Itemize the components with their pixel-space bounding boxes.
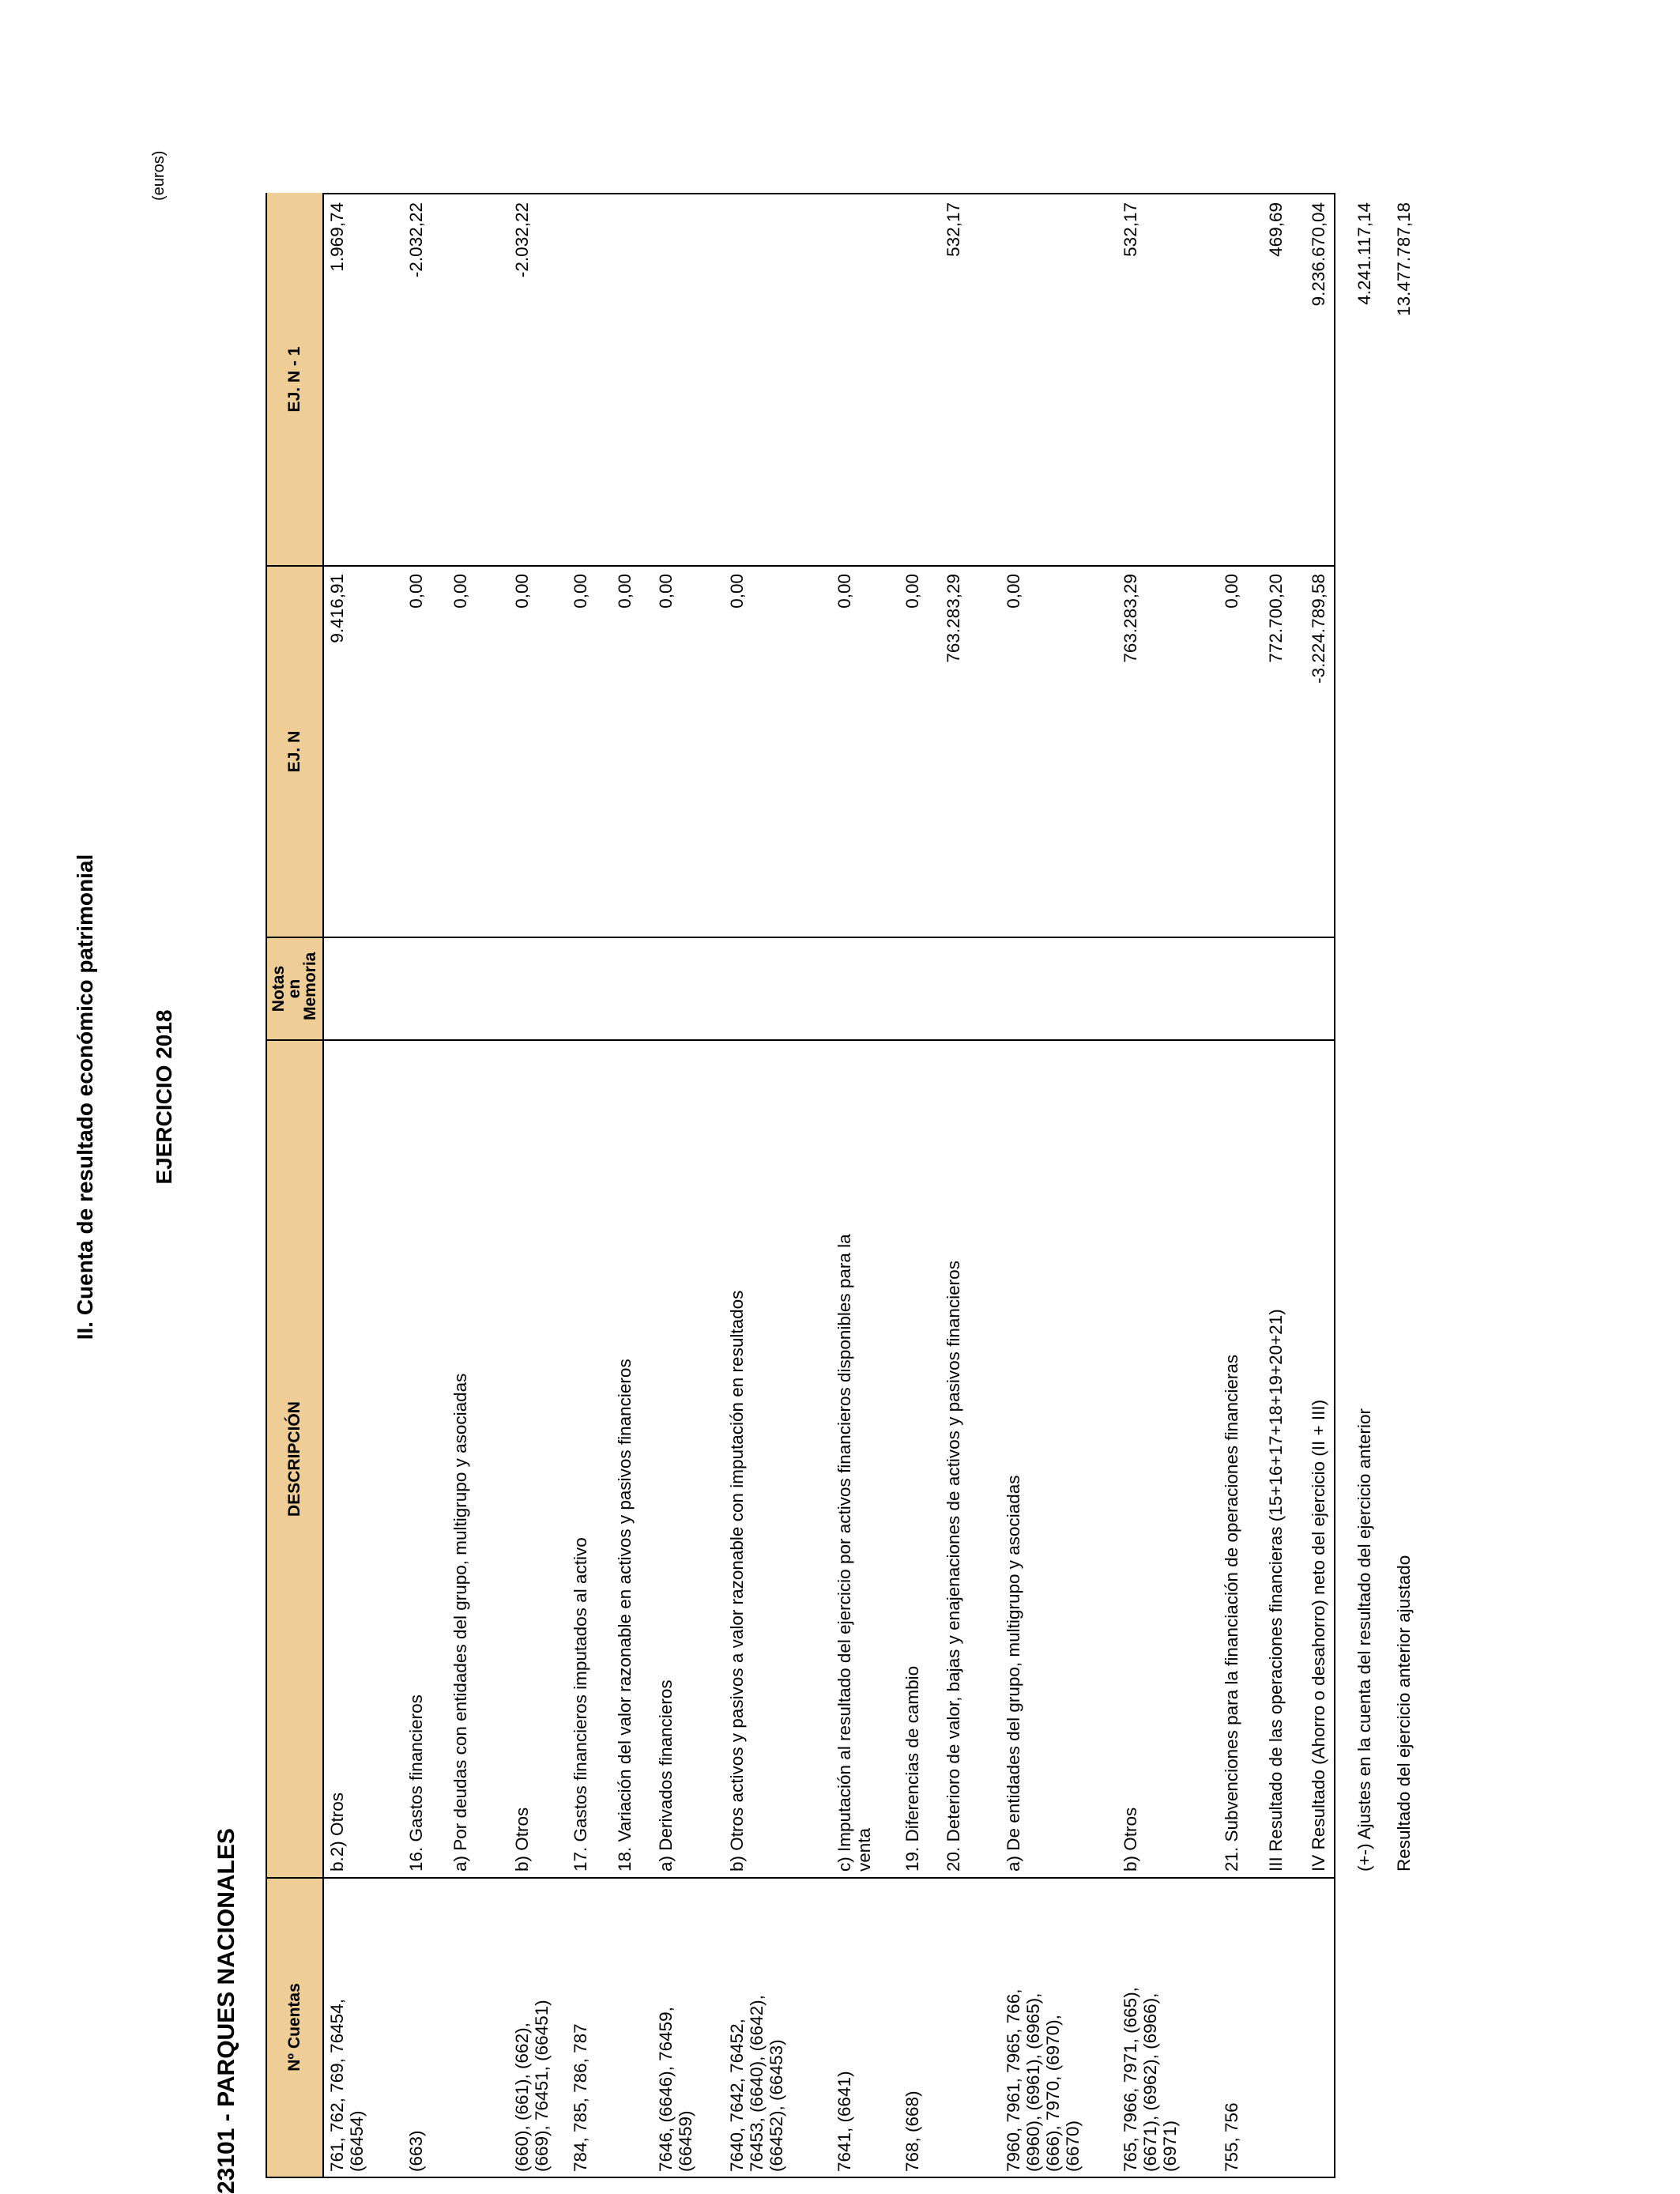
value-ej-n1: 4.241.117,14	[1354, 202, 1374, 305]
row-description	[1266, 1309, 1286, 1872]
row-accounts-line: (6671), (6962), (6966),	[1140, 1992, 1160, 2172]
row-accounts-line: 7960, 7961, 7965, 766,	[1004, 1989, 1023, 2172]
column-divider	[267, 937, 1334, 938]
value-ej-n1: 532,17	[944, 202, 963, 257]
row-accounts	[406, 2130, 426, 2172]
value-ej-n: 0,00	[727, 574, 747, 609]
row-description-line: III Resultado de las operaciones financieras (15+16+17+18+19+20+21)	[1266, 1309, 1286, 1872]
row-accounts-line: (66452), (66453)	[767, 2039, 786, 2172]
row-accounts	[1121, 1987, 1180, 2172]
value-ej-n1: 532,17	[1121, 202, 1140, 257]
row-description-line: 17. Gastos financieros imputados al activo	[571, 1537, 590, 1872]
row-description	[727, 1291, 747, 1872]
value-ej-n1: 13.477.787,18	[1394, 202, 1414, 316]
row-description	[944, 1261, 963, 1872]
column-header-accounts: Nº Cuentas	[267, 1878, 322, 2177]
value-ej-n: 763.283,29	[1121, 574, 1140, 663]
row-description-line: 21. Subvenciones para la financiación de operaciones financieras	[1222, 1354, 1241, 1872]
row-accounts-line: (6971)	[1160, 2120, 1180, 2172]
row-accounts-line: 76453, (6640), (6642),	[747, 1995, 767, 2172]
row-accounts	[327, 1999, 367, 2172]
row-description-line: a) Por deudas con entidades del grupo, multigrupo y asociadas	[450, 1373, 470, 1872]
row-accounts	[1004, 1989, 1083, 2172]
value-ej-n: 0,00	[406, 574, 426, 609]
row-description	[1222, 1355, 1241, 1872]
row-description-line: (+-) Ajustes en la cuenta del resultado del ejercicio anterior	[1354, 1408, 1374, 1872]
column-header-ej-n1: EJ. N - 1	[267, 193, 322, 566]
results-table	[266, 193, 1414, 2178]
value-ej-n: 9.416,91	[327, 574, 347, 643]
row-accounts-line: (660), (661), (662),	[512, 2022, 532, 2172]
value-ej-n1: -2.032,22	[512, 202, 532, 278]
row-accounts-line: 768, (668)	[902, 2090, 922, 2172]
value-ej-n: 0,00	[571, 574, 590, 609]
row-description	[571, 1537, 590, 1872]
value-ej-n: 0,00	[615, 574, 635, 609]
column-header-notes: Notas en Memoria	[267, 937, 322, 1040]
row-description	[1309, 1400, 1328, 1872]
row-description	[834, 1234, 874, 1872]
row-accounts-line: 7640, 7642, 76452,	[727, 2019, 747, 2172]
value-ej-n: 772.700,20	[1266, 574, 1286, 663]
row-description	[1121, 1808, 1140, 1872]
row-accounts-line: 784, 785, 786, 787	[571, 2023, 590, 2172]
row-accounts-line: (66459)	[676, 2110, 695, 2172]
value-ej-n1: 1.969,74	[327, 202, 347, 272]
row-description	[615, 1359, 635, 1872]
value-ej-n1: -2.032,22	[406, 202, 426, 278]
row-description-line: b) Otros	[1121, 1807, 1140, 1872]
row-accounts	[727, 1995, 786, 2172]
value-ej-n1: 9.236.670,04	[1309, 202, 1328, 307]
row-accounts-line: 765, 7966, 7971, (665),	[1121, 1987, 1140, 2172]
row-accounts-line: (66454)	[347, 2110, 367, 2172]
row-description	[512, 1808, 532, 1872]
fiscal-year-title: EJERCICIO 2018	[152, 1009, 176, 1185]
row-description-line: b) Otros activos y pasivos a valor razonable con imputación en resultados	[727, 1290, 747, 1872]
row-description	[1394, 1555, 1414, 1872]
row-description-line: 16. Gastos financieros	[406, 1695, 426, 1872]
column-divider	[267, 565, 1334, 567]
row-accounts	[1222, 2102, 1241, 2172]
row-description-line: b.2) Otros	[327, 1792, 347, 1872]
value-ej-n: 0,00	[902, 574, 922, 609]
value-ej-n: 0,00	[834, 574, 854, 609]
row-accounts-line: 761, 762, 769, 76454,	[327, 1999, 347, 2172]
row-description-line: b) Otros	[512, 1807, 532, 1872]
column-divider	[267, 1039, 1334, 1041]
entity-name: 23101 - PARQUES NACIONALES	[213, 1828, 239, 2194]
value-ej-n: 0,00	[512, 574, 532, 609]
row-description-line: c) Imputación al resultado del ejercicio por activos financieros disponibles para la	[834, 1234, 854, 1872]
row-accounts-line: (6670)	[1063, 2120, 1083, 2172]
currency-unit: (euros)	[150, 150, 168, 201]
row-description-line: a) Derivados financieros	[656, 1679, 676, 1872]
row-accounts-line: (669), 76451, (66451)	[532, 2000, 552, 2172]
column-header-description: DESCRIPCIÓN	[267, 1040, 322, 1878]
column-header-ej-n: EJ. N	[267, 566, 322, 937]
header-rule	[322, 194, 324, 2177]
row-description-line: 19. Diferencias de cambio	[902, 1665, 922, 1872]
row-accounts-line: (6960), (6961), (6965),	[1023, 1992, 1043, 2172]
row-accounts	[512, 2000, 552, 2172]
row-accounts	[834, 2071, 854, 2172]
row-accounts-line: 7641, (6641)	[834, 2071, 854, 2172]
row-accounts-line: 7646, (6646), 76459,	[656, 2007, 676, 2172]
row-accounts	[571, 2023, 590, 2172]
row-description-line: 20. Deterioro de valor, bajas y enajenaciones de activos y pasivos financieros	[944, 1261, 963, 1872]
row-accounts-line: (663)	[406, 2130, 426, 2172]
value-ej-n: 0,00	[1222, 574, 1241, 609]
row-description-line: IV Resultado (Ahorro o desahorro) neto del ejercicio (II + III)	[1309, 1399, 1328, 1872]
row-description	[406, 1695, 426, 1872]
value-ej-n1: 469,69	[1266, 202, 1286, 257]
row-description-line: a) De entidades del grupo, multigrupo y asociadas	[1004, 1475, 1023, 1872]
row-description	[1004, 1475, 1023, 1872]
row-description	[450, 1374, 470, 1872]
value-ej-n: 0,00	[450, 574, 470, 609]
row-accounts	[656, 2007, 695, 2172]
row-accounts-line: 755, 756	[1222, 2102, 1241, 2172]
report-title: II. Cuenta de resultado económico patrimonial	[73, 854, 97, 1340]
row-description-line: venta	[854, 1827, 874, 1872]
row-description-line: Resultado del ejercicio anterior ajustado	[1394, 1555, 1414, 1872]
value-ej-n: 0,00	[1004, 574, 1023, 609]
value-ej-n: 763.283,29	[944, 574, 963, 663]
row-accounts-line: (666), 7970, (6970),	[1043, 2015, 1063, 2172]
row-description	[656, 1679, 676, 1872]
row-description	[902, 1666, 922, 1872]
row-description	[1354, 1408, 1374, 1872]
column-divider	[267, 1877, 1334, 1879]
value-ej-n: -3.224.789,58	[1309, 574, 1328, 684]
value-ej-n: 0,00	[656, 574, 676, 609]
row-description-line: 18. Variación del valor razonable en activos y pasivos financieros	[615, 1359, 635, 1872]
row-description	[327, 1793, 347, 1872]
row-accounts	[902, 2090, 922, 2172]
